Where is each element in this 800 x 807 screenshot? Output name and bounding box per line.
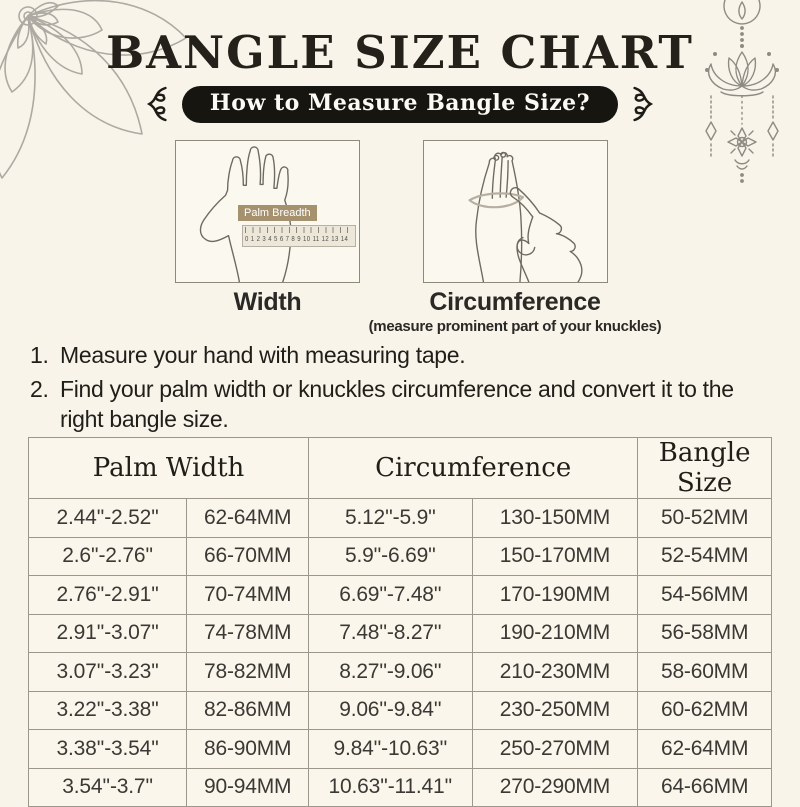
table-cell: 250-270MM [472, 730, 638, 769]
hands-measuring-icon [424, 141, 607, 282]
table-cell: 8.27''-9.06'' [309, 653, 472, 692]
how-to-measure-badge: How to Measure Bangle Size? [182, 86, 618, 123]
table-cell: 2.44''-2.52'' [29, 499, 187, 538]
table-cell: 5.9''-6.69'' [309, 537, 472, 576]
table-cell: 60-62MM [638, 691, 772, 730]
table-cell: 130-150MM [472, 499, 638, 538]
circumference-caption [355, 288, 675, 335]
table-cell: 150-170MM [472, 537, 638, 576]
size-table-body [29, 499, 772, 807]
table-row [29, 537, 772, 576]
table-cell: 78-82MM [187, 653, 309, 692]
table-row [29, 614, 772, 653]
flourish-right-icon [628, 84, 660, 124]
circumference-illustration-box [423, 140, 608, 283]
instruction-number: 2. [30, 376, 49, 402]
table-cell: 70-74MM [187, 576, 309, 615]
instruction-text: Find your palm width or knuckles circumference and convert it to the right bangle size. [60, 376, 734, 432]
palm-breadth-label: Palm Breadth [238, 205, 317, 221]
table-row [29, 768, 772, 807]
table-cell: 54-56MM [638, 576, 772, 615]
table-cell: 62-64MM [187, 499, 309, 538]
table-cell: 210-230MM [472, 653, 638, 692]
header-bangle-size: Bangle Size [638, 438, 772, 499]
table-row [29, 576, 772, 615]
circumference-caption-note: (measure prominent part of your knuckles) [368, 318, 662, 335]
ruler-numbers: 0 1 2 3 4 5 6 7 8 9 10 11 12 13 14 [245, 234, 349, 243]
instructions-list [30, 340, 770, 438]
circumference-caption-title: Circumference [429, 288, 601, 316]
table-cell: 56-58MM [638, 614, 772, 653]
header-circumference: Circumference [309, 438, 638, 499]
flourish-left-icon [140, 84, 172, 124]
table-cell: 86-90MM [187, 730, 309, 769]
table-cell: 270-290MM [472, 768, 638, 807]
table-cell: 82-86MM [187, 691, 309, 730]
table-cell: 10.63''-11.41'' [309, 768, 472, 807]
size-table [28, 437, 772, 807]
table-cell: 6.69''-7.48'' [309, 576, 472, 615]
table-cell: 3.07''-3.23'' [29, 653, 187, 692]
table-cell: 66-70MM [187, 537, 309, 576]
table-row [29, 691, 772, 730]
table-cell: 190-210MM [472, 614, 638, 653]
instruction-item [30, 374, 770, 434]
table-cell: 5.12''-5.9'' [309, 499, 472, 538]
table-cell: 62-64MM [638, 730, 772, 769]
instruction-text: Measure your hand with measuring tape. [60, 342, 466, 368]
table-cell: 230-250MM [472, 691, 638, 730]
table-cell: 50-52MM [638, 499, 772, 538]
width-illustration-box [175, 140, 360, 283]
table-cell: 2.76''-2.91'' [29, 576, 187, 615]
table-row [29, 653, 772, 692]
page-title: BANGLE SIZE CHART [106, 26, 694, 79]
table-cell: 52-54MM [638, 537, 772, 576]
table-cell: 58-60MM [638, 653, 772, 692]
badge-row [0, 84, 800, 124]
table-cell: 74-78MM [187, 614, 309, 653]
table-cell: 3.54''-3.7'' [29, 768, 187, 807]
table-cell: 3.38''-3.54'' [29, 730, 187, 769]
instruction-number: 1. [30, 342, 49, 368]
table-cell: 2.91''-3.07'' [29, 614, 187, 653]
table-cell: 3.22''-3.38'' [29, 691, 187, 730]
table-cell: 7.48''-8.27'' [309, 614, 472, 653]
table-cell: 64-66MM [638, 768, 772, 807]
table-header-row [29, 438, 772, 499]
table-row [29, 499, 772, 538]
table-row [29, 730, 772, 769]
header-palm-width: Palm Width [29, 438, 309, 499]
table-cell: 90-94MM [187, 768, 309, 807]
instruction-item [30, 340, 770, 370]
table-cell: 170-190MM [472, 576, 638, 615]
table-cell: 2.6''-2.76'' [29, 537, 187, 576]
width-caption: Width [233, 288, 302, 316]
table-cell: 9.84''-10.63'' [309, 730, 472, 769]
ruler [242, 225, 356, 247]
table-cell: 9.06''-9.84'' [309, 691, 472, 730]
